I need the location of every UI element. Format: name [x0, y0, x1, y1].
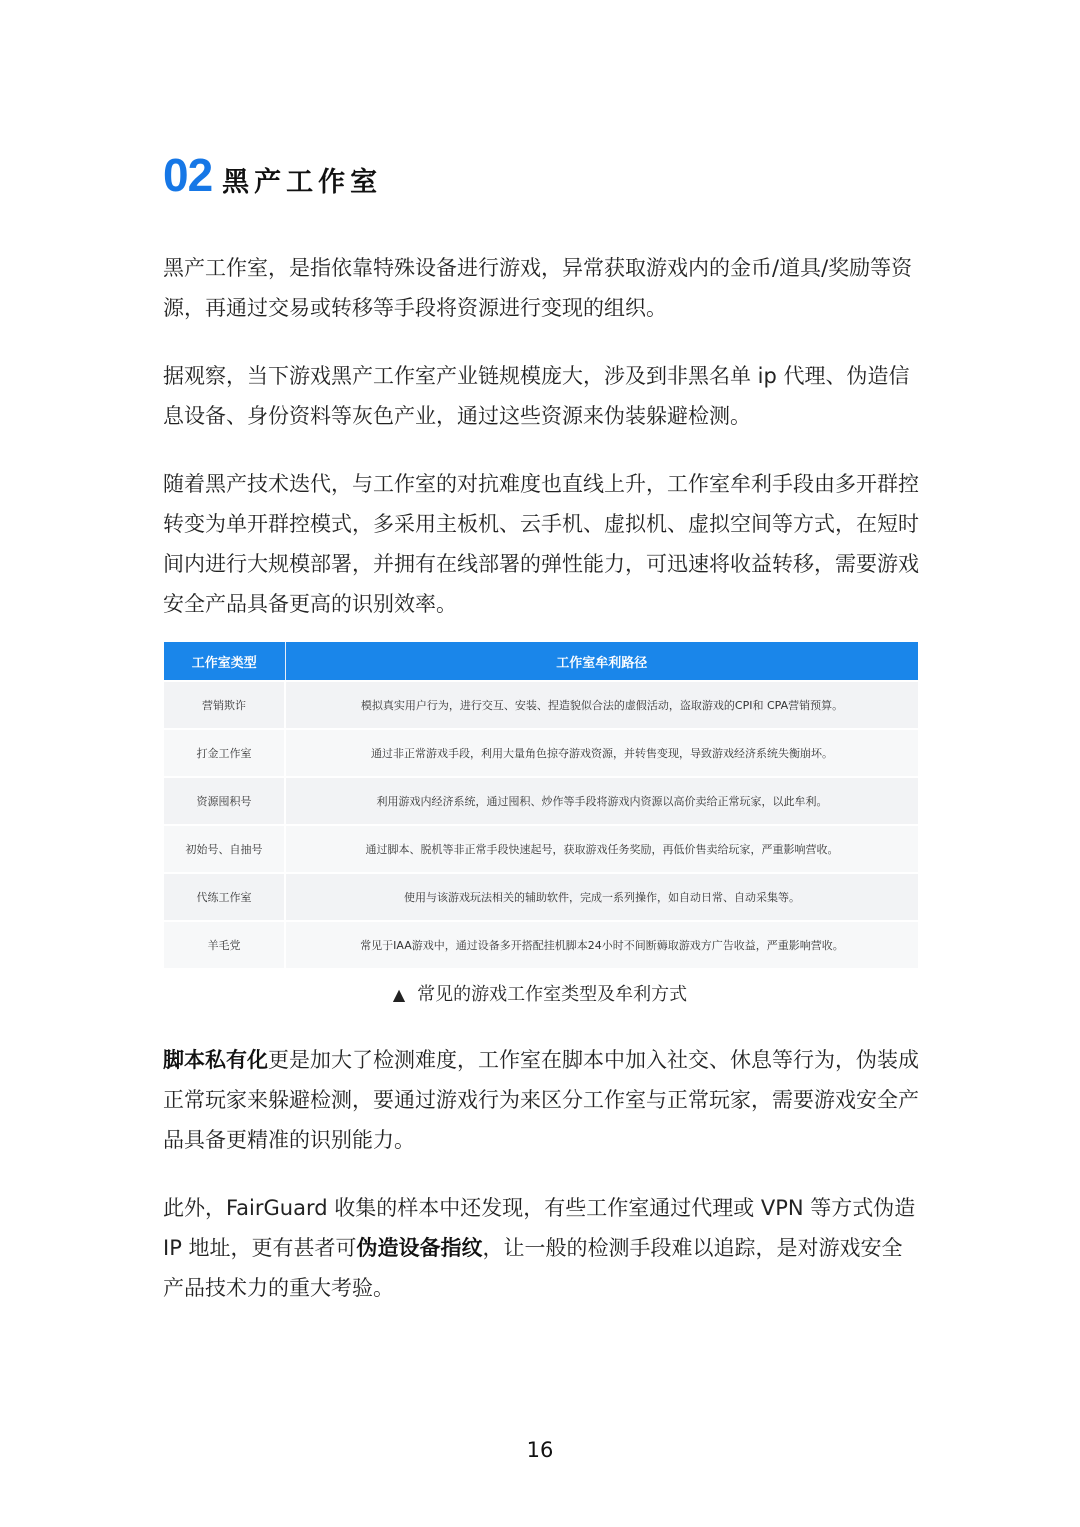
- paragraph-definition: 黑产工作室，是指依靠特殊设备进行游戏，异常获取游戏内的金币/道具/奖励等资源，再通过交易或转移等手段将资源进行变现的组织。: [163, 256, 913, 320]
- section-number: 02: [163, 149, 213, 201]
- section-heading: [163, 148, 382, 202]
- section-title: 黑产工作室: [222, 167, 383, 198]
- caption-text: 常见的游戏工作室类型及牟利方式: [417, 984, 688, 1005]
- paragraph-text: 更是加大了检测难度，工作室在脚本中加入社交、休息等行为，伪装成正常玩家来躲避检测，要通过游戏行为来区分工作室与正常玩家，需要游戏安全产品具备更精准的识别能力。: [163, 1048, 919, 1152]
- page-number: 16: [526, 1438, 554, 1462]
- paragraph-fairguard-findings: [163, 1188, 923, 1308]
- paragraph-evolution: 随着黑产技术迭代，与工作室的对抗难度也直线上升，工作室牟利手段由多开群控转变为单开群控模式，多采用主板机、云手机、虚拟机、虚拟空间等方式，在短时间内进行大规模部署，并拥有在线部署的弹性能力，可迅速将收益转移，需要游戏安全产品具备更高的识别效率。: [163, 472, 919, 616]
- bold-phrase: 脚本私有化: [163, 1048, 268, 1072]
- table-cell-type: 代练工作室: [164, 873, 285, 921]
- table-header-path: 工作室牟利路径: [285, 642, 918, 681]
- table-cell-path: 使用与该游戏玩法相关的辅助软件，完成一系列操作，如自动日常、自动采集等。: [285, 873, 918, 921]
- table-caption: [0, 980, 1080, 1006]
- table-header-row: [164, 642, 918, 681]
- table-row: [164, 729, 918, 777]
- table-cell-type: 营销欺诈: [164, 681, 285, 729]
- table-cell-path: 模拟真实用户行为，进行交互、安装、捏造貌似合法的虚假活动，盗取游戏的CPI和 CPA营销预算。: [285, 681, 918, 729]
- table-cell-type: 打金工作室: [164, 729, 285, 777]
- table-row: [164, 777, 918, 825]
- table-cell-type: 羊毛党: [164, 921, 285, 968]
- table-row: [164, 921, 918, 968]
- paragraph-script-privatization: [163, 1040, 923, 1160]
- table-row: [164, 873, 918, 921]
- paragraph-text: 此外，FairGuard 收集的样本中还发现，有些工作室通过代理或 VPN 等方式伪造 IP 地址，更有甚者可: [163, 1196, 916, 1260]
- table-row: [164, 681, 918, 729]
- paragraph-text: ，让一般的检测手段难以追踪，是对游戏安全产品技术力的重大考验。: [163, 1236, 903, 1300]
- bold-phrase: 伪造设备指纹: [356, 1236, 483, 1260]
- table-cell-path: 利用游戏内经济系统，通过囤积、炒作等手段将游戏内资源以高价卖给正常玩家，以此牟利。: [285, 777, 918, 825]
- table-cell-type: 资源囤积号: [164, 777, 285, 825]
- table-cell-type: 初始号、自抽号: [164, 825, 285, 873]
- studio-types-table: [164, 642, 918, 968]
- table-cell-path: 通过非正常游戏手段，利用大量角色掠夺游戏资源，并转售变现，导致游戏经济系统失衡崩坏。: [285, 729, 918, 777]
- triangle-up-icon: ▲: [392, 985, 406, 1004]
- table-header-type: 工作室类型: [164, 642, 285, 681]
- table-cell-path: 常见于IAA游戏中，通过设备多开搭配挂机脚本24小时不间断薅取游戏方广告收益，严重影响营收。: [285, 921, 918, 968]
- table-row: [164, 825, 918, 873]
- paragraph-observation: 据观察，当下游戏黑产工作室产业链规模庞大，涉及到非黑名单 ip 代理、伪造信息设备、身份资料等灰色产业，通过这些资源来伪装躲避检测。: [163, 364, 910, 428]
- table-cell-path: 通过脚本、脱机等非正常手段快速起号，获取游戏任务奖励，再低价售卖给玩家，严重影响营收。: [285, 825, 918, 873]
